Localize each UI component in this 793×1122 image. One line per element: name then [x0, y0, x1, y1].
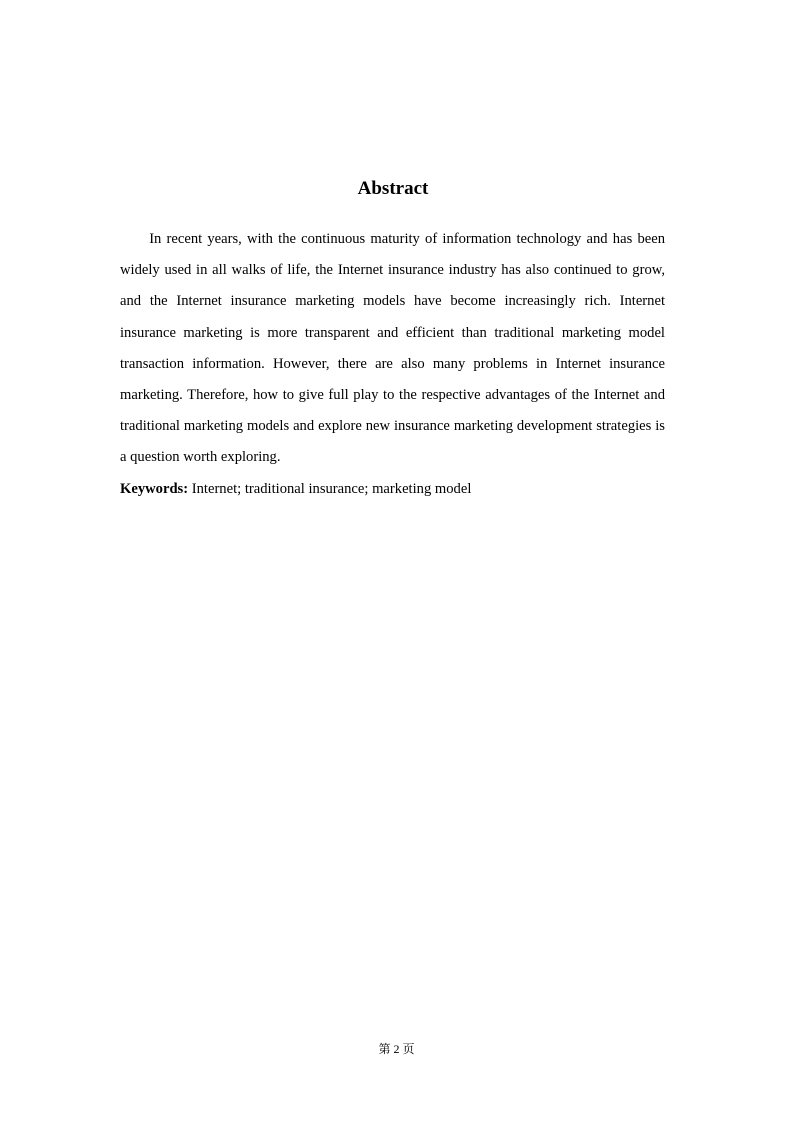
abstract-title: Abstract — [357, 178, 429, 199]
abstract-paragraph: In recent years, with the continuous maturity of information technology and has been widely used in all walks of life, the Internet insurance industry has also continued to grow, and the Internet insurance marketing models have become increasingly rich. Internet insurance marketing is more transparent and efficient than traditional marketing model transaction information. However, there are also many problems in Internet insurance marketing. Therefore, how to give full play to the respective advantages of the Internet and traditional marketing models and explore new insurance marketing development strategies is a question worth exploring. — [120, 231, 665, 466]
keywords-line — [120, 474, 665, 505]
page-number: 第 2 页 — [378, 1042, 415, 1056]
keywords-value: Internet; traditional insurance; marketing model — [188, 480, 472, 497]
abstract-body — [120, 224, 665, 505]
keywords-label: Keywords: — [120, 480, 189, 497]
